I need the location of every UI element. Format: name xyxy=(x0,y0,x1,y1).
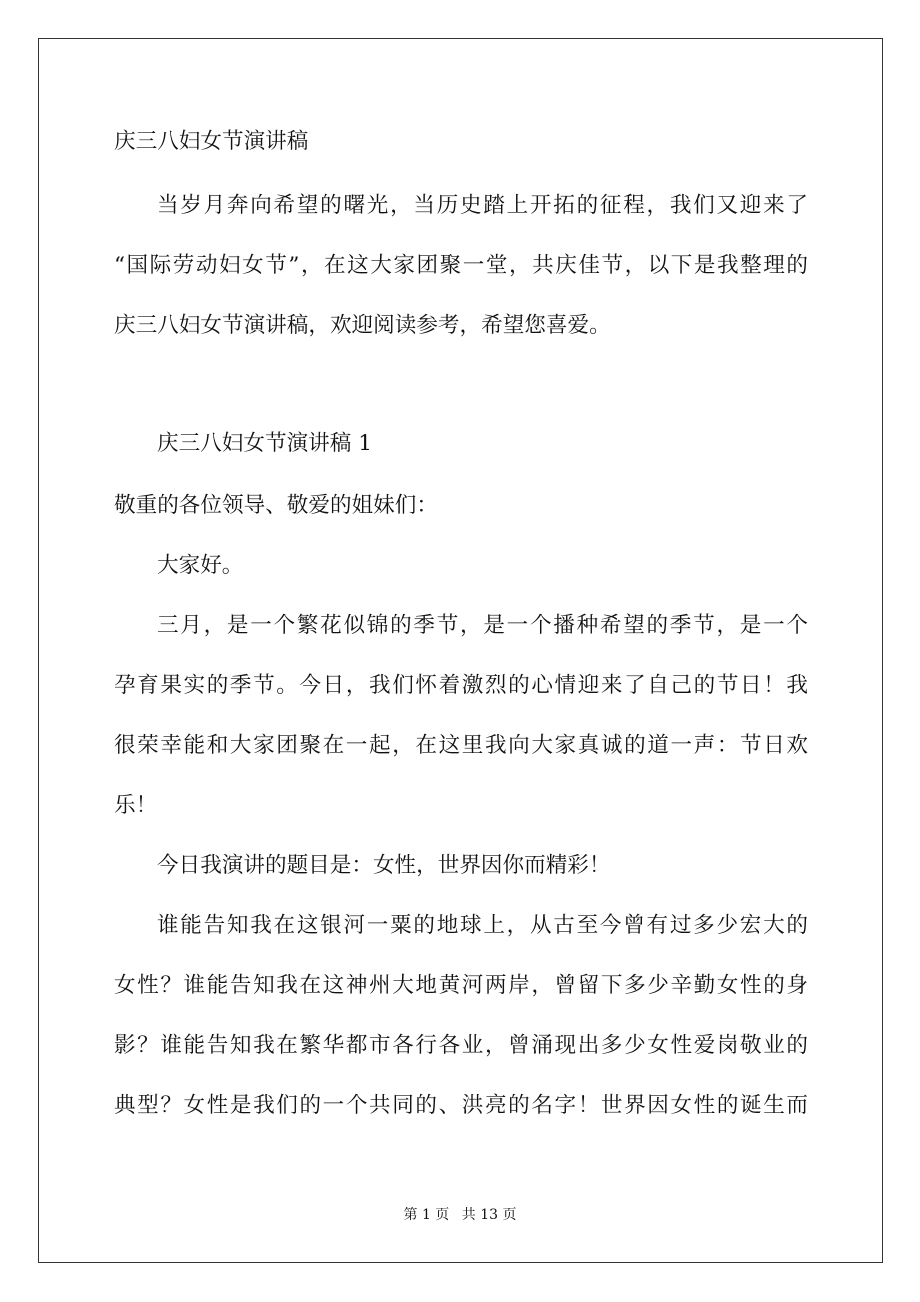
paragraph-line: 谁能告知我在这银河一粟的地球上，从古至今曾有过多少宏大的 xyxy=(157,913,808,938)
paragraph-line: 孕育果实的季节。今日，我们怀着激烈的心情迎来了自己的节日！我 xyxy=(114,673,808,698)
salutation: 敬重的各位领导、敬爱的姐妹们： xyxy=(114,493,438,518)
intro-line: “国际劳动妇女节”，在这大家团聚一堂，共庆佳节，以下是我整理的 xyxy=(114,253,808,278)
greeting: 大家好。 xyxy=(157,553,244,578)
page-number: 第 1 页 xyxy=(403,1207,450,1223)
paragraph-line: 乐！ xyxy=(114,793,158,818)
paragraph-line: 影？谁能告知我在繁华都市各行各业，曾涌现出多少女性爱岗敬业的 xyxy=(114,1033,808,1058)
intro-line: 庆三八妇女节演讲稿，欢迎阅读参考，希望您喜爱。 xyxy=(114,313,611,338)
paragraph-line: 今日我演讲的题目是：女性，世界因你而精彩！ xyxy=(157,853,611,878)
document-body xyxy=(114,112,808,1136)
paragraph-line: 三月，是一个繁花似锦的季节，是一个播种希望的季节，是一个 xyxy=(157,613,808,638)
paragraph-line: 女性？谁能告知我在这神州大地黄河两岸，曾留下多少辛勤女性的身 xyxy=(114,973,808,998)
page-footer xyxy=(0,1204,920,1224)
paragraph-line: 典型？女性是我们的一个共同的、洪亮的名字！世界因女性的诞生而 xyxy=(114,1093,808,1118)
document-title: 庆三八妇女节演讲稿 xyxy=(114,129,309,154)
paragraph-line: 很荣幸能和大家团聚在一起，在这里我向大家真诚的道一声：节日欢 xyxy=(114,733,808,758)
intro-line: 当岁月奔向希望的曙光，当历史踏上开拓的征程，我们又迎来了 xyxy=(157,193,808,218)
section-title: 庆三八妇女节演讲稿 1 xyxy=(157,431,372,456)
page-total: 共 13 页 xyxy=(461,1207,517,1223)
